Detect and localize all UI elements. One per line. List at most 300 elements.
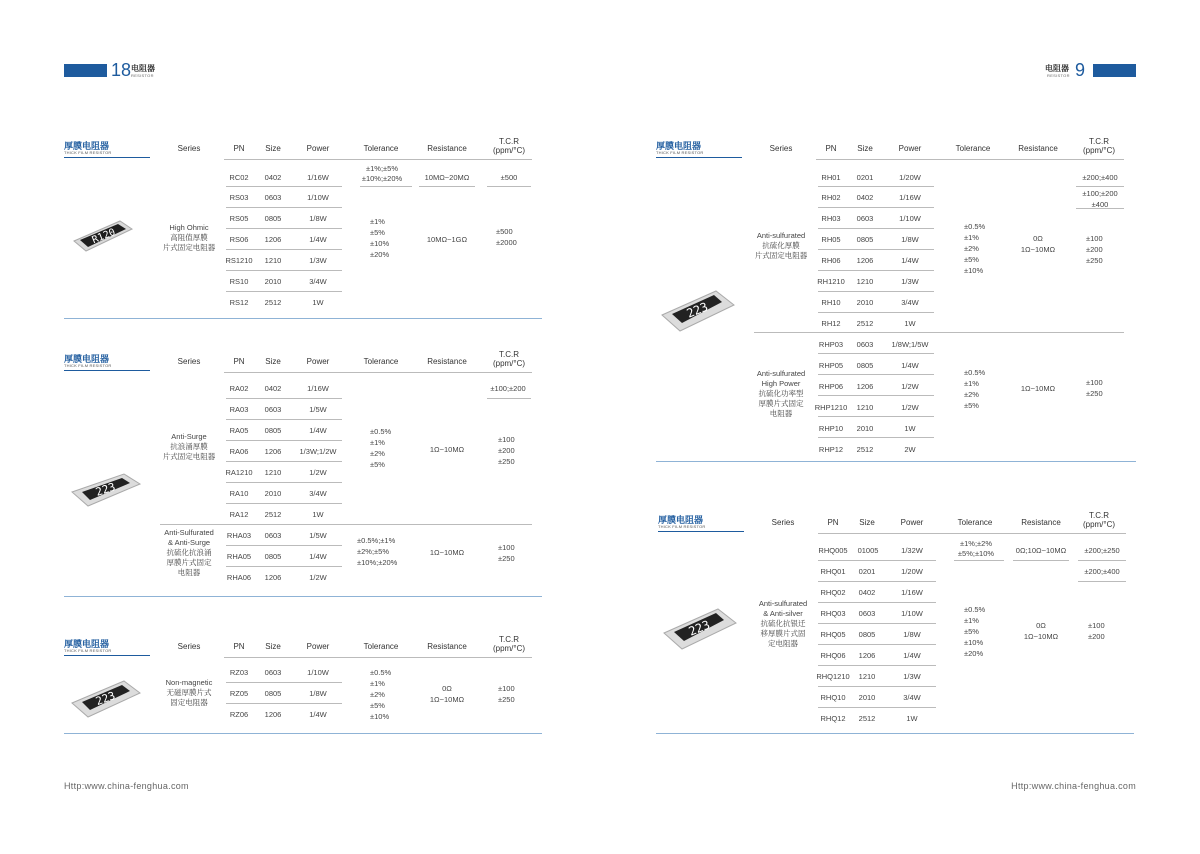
tcr-line: ±250 bbox=[1086, 389, 1103, 398]
pn-cell: RZ06 bbox=[229, 710, 249, 719]
group-rule bbox=[487, 398, 531, 399]
series-line: & Anti-Surge bbox=[167, 538, 211, 547]
series-name bbox=[156, 528, 222, 578]
tolerance-line: ±1% bbox=[964, 379, 979, 388]
series-line: 电阻器 bbox=[177, 568, 201, 577]
size-cell: 2010 bbox=[264, 277, 282, 286]
power-cell: 1/8W;1/5W bbox=[891, 340, 929, 349]
tcr-label: T.C.R bbox=[499, 137, 519, 146]
size-cell: 0201 bbox=[856, 173, 874, 182]
right-footer-url[interactable]: Http:www.china-fenghua.com bbox=[1011, 781, 1136, 791]
tolerance-line: ±1% bbox=[964, 233, 979, 242]
pn-cell: RS03 bbox=[229, 193, 249, 202]
size-cell: 0805 bbox=[264, 689, 282, 698]
power-cell: 1/3W;1/2W bbox=[299, 447, 337, 456]
tcr-value bbox=[498, 683, 515, 705]
pn-cell: RHP06 bbox=[818, 382, 844, 391]
section-underline bbox=[64, 157, 150, 158]
size-cell: 0201 bbox=[858, 567, 876, 576]
resistance-value: 1Ω~10MΩ bbox=[429, 548, 465, 557]
tolerance-line: ±0.5%;±1% bbox=[357, 536, 396, 545]
group-rule bbox=[1013, 560, 1069, 561]
pn-cell: RH1210 bbox=[817, 277, 845, 286]
tolerance-value bbox=[370, 216, 389, 260]
tolerance-line: ±1%;±5% bbox=[366, 164, 398, 173]
pn-cell: RH01 bbox=[821, 173, 841, 182]
left-page-subtitle: RESISTOR bbox=[131, 73, 154, 78]
tcr-label: T.C.R bbox=[1089, 511, 1109, 520]
row-rule bbox=[818, 644, 936, 645]
tolerance-line: ±1% bbox=[370, 438, 385, 447]
tolerance-value bbox=[357, 535, 397, 568]
tcr-line: ±100 bbox=[1086, 378, 1103, 387]
power-cell: 3/4W bbox=[903, 693, 921, 702]
row-rule bbox=[818, 374, 934, 375]
pn-cell: RHQ02 bbox=[820, 588, 846, 597]
pn-cell: RS05 bbox=[229, 214, 249, 223]
tcr-unit: (ppm/°C) bbox=[492, 644, 526, 653]
col-tolerance: Tolerance bbox=[363, 357, 399, 366]
row-rule bbox=[818, 707, 936, 708]
size-cell: 0805 bbox=[264, 426, 282, 435]
row-rule bbox=[818, 312, 934, 313]
tcr-value bbox=[1070, 188, 1130, 210]
col-resistance: Resistance bbox=[1018, 144, 1058, 153]
series-name bbox=[158, 678, 220, 708]
section-title: 厚膜电阻器 bbox=[64, 141, 110, 151]
row-rule bbox=[226, 503, 342, 504]
group-rule bbox=[419, 186, 475, 187]
resistance-value bbox=[416, 683, 478, 705]
pn-cell: RHQ1210 bbox=[816, 672, 850, 681]
tcr-unit: (ppm/°C) bbox=[1082, 520, 1116, 529]
col-tcr bbox=[1074, 137, 1124, 155]
col-size: Size bbox=[265, 144, 281, 153]
section-subtitle: THICK FILM RESISTOR bbox=[64, 648, 112, 653]
pn-cell: RHP1210 bbox=[814, 403, 848, 412]
size-cell: 01005 bbox=[857, 546, 879, 555]
power-cell: 1/4W bbox=[309, 235, 327, 244]
size-cell: 1206 bbox=[856, 256, 874, 265]
tcr-value bbox=[1086, 377, 1103, 399]
row-rule bbox=[818, 581, 936, 582]
power-cell: 1/10W bbox=[899, 214, 921, 223]
tolerance-line: ±10%;±20% bbox=[357, 558, 398, 567]
series-line: 片式固定电阻器 bbox=[754, 251, 808, 260]
size-cell: 0805 bbox=[264, 214, 282, 223]
resistance-line: 1Ω~10MΩ bbox=[1023, 632, 1059, 641]
pn-cell: RHA06 bbox=[226, 573, 252, 582]
col-power: Power bbox=[898, 144, 922, 153]
row-rule bbox=[818, 270, 934, 271]
tolerance-line: ±5% bbox=[964, 401, 979, 410]
size-cell: 0603 bbox=[856, 214, 874, 223]
row-rule bbox=[754, 332, 1124, 333]
chip-marking: 223 bbox=[686, 617, 712, 639]
series-name bbox=[158, 432, 220, 462]
row-rule bbox=[226, 207, 342, 208]
col-resistance: Resistance bbox=[427, 642, 467, 651]
tcr-line: ±100 bbox=[498, 684, 515, 693]
series-line: 抗浪涌厚膜 bbox=[170, 442, 208, 451]
col-tolerance: Tolerance bbox=[955, 144, 991, 153]
tcr-line: ±250 bbox=[498, 554, 515, 563]
series-line: Non-magnetic bbox=[165, 678, 213, 687]
tolerance-line: ±0.5% bbox=[964, 368, 986, 377]
row-rule bbox=[160, 524, 532, 525]
col-series: Series bbox=[177, 144, 201, 153]
tcr-line: ±100 bbox=[498, 543, 515, 552]
tolerance-line: ±5% bbox=[370, 228, 385, 237]
col-pn: PN bbox=[827, 518, 839, 527]
col-power: Power bbox=[306, 357, 330, 366]
resistor-chip-image bbox=[68, 466, 142, 510]
col-pn: PN bbox=[825, 144, 837, 153]
col-power: Power bbox=[306, 642, 330, 651]
resistance-value: 1Ω~10MΩ bbox=[1020, 384, 1056, 393]
tolerance-line: ±5% bbox=[964, 255, 979, 264]
size-cell: 2512 bbox=[858, 714, 876, 723]
pn-cell: RZ03 bbox=[229, 668, 249, 677]
pn-cell: RS06 bbox=[229, 235, 249, 244]
power-cell: 1/4W bbox=[309, 552, 327, 561]
power-cell: 1W bbox=[312, 510, 324, 519]
row-rule bbox=[818, 623, 936, 624]
series-line: & Anti-silver bbox=[763, 609, 803, 618]
right-page-bar bbox=[1093, 64, 1136, 77]
col-pn: PN bbox=[233, 357, 245, 366]
series-line: 抗硫化抗浪涌 bbox=[166, 548, 212, 557]
chip-marking: 223 bbox=[94, 480, 117, 499]
section-bottom-rule bbox=[656, 733, 1134, 734]
tolerance-line: ±10% bbox=[964, 266, 984, 275]
series-name bbox=[160, 223, 218, 253]
section-underline bbox=[658, 531, 744, 532]
row-rule bbox=[818, 416, 934, 417]
pn-cell: RHP10 bbox=[818, 424, 844, 433]
tcr-unit: (ppm/°C) bbox=[492, 359, 526, 368]
power-cell: 1/10W bbox=[307, 193, 329, 202]
row-rule bbox=[818, 353, 934, 354]
series-line: 厚膜片式固定 bbox=[166, 558, 212, 567]
tcr-value bbox=[498, 542, 515, 564]
size-cell: 1206 bbox=[264, 710, 282, 719]
power-cell: 1/5W bbox=[309, 405, 327, 414]
row-rule bbox=[818, 686, 936, 687]
power-cell: 1/20W bbox=[899, 173, 921, 182]
series-line: 片式固定电阻器 bbox=[162, 243, 216, 252]
tcr-value bbox=[498, 434, 515, 467]
series-line: 抗硫化厚膜 bbox=[762, 241, 800, 250]
size-cell: 0402 bbox=[858, 588, 876, 597]
resistance-value: 0Ω;10Ω~10MΩ bbox=[1015, 546, 1067, 555]
tolerance-line: ±0.5% bbox=[370, 668, 392, 677]
tcr-label: T.C.R bbox=[1089, 137, 1109, 146]
group-rule bbox=[954, 560, 1004, 561]
pn-cell: RA1210 bbox=[225, 468, 253, 477]
group-rule bbox=[1078, 581, 1126, 582]
size-cell: 2512 bbox=[856, 319, 874, 328]
col-resistance: Resistance bbox=[427, 144, 467, 153]
row-rule bbox=[226, 270, 342, 271]
tcr-line: ±250 bbox=[498, 695, 515, 704]
section-title: 厚膜电阻器 bbox=[64, 354, 110, 364]
tcr-value: ±100;±200 bbox=[490, 384, 526, 393]
pn-cell: RA05 bbox=[229, 426, 249, 435]
power-cell: 1/16W bbox=[307, 173, 329, 182]
size-cell: 2512 bbox=[264, 510, 282, 519]
section-subtitle: THICK FILM RESISTOR bbox=[64, 363, 112, 368]
tcr-line: ±400 bbox=[1091, 200, 1109, 209]
series-line: 厚膜片式固定 bbox=[758, 399, 804, 408]
row-rule bbox=[226, 398, 342, 399]
pn-cell: RH05 bbox=[821, 235, 841, 244]
power-cell: 1W bbox=[312, 298, 324, 307]
col-tolerance: Tolerance bbox=[957, 518, 993, 527]
tolerance-line: ±10%;±20% bbox=[361, 174, 403, 183]
left-page-title: 电阻器 bbox=[131, 64, 155, 73]
series-line: Anti-sulfurated bbox=[756, 231, 806, 240]
tolerance-line: ±20% bbox=[964, 649, 984, 658]
tolerance-value bbox=[370, 667, 391, 722]
power-cell: 1/8W bbox=[309, 689, 327, 698]
pn-cell: RHQ10 bbox=[820, 693, 846, 702]
power-cell: 3/4W bbox=[309, 489, 327, 498]
size-cell: 0603 bbox=[264, 405, 282, 414]
group-rule bbox=[487, 186, 531, 187]
row-rule bbox=[818, 207, 934, 208]
series-line: Anti-Sulfurated bbox=[164, 528, 214, 537]
row-rule bbox=[226, 186, 342, 187]
row-rule bbox=[818, 186, 934, 187]
size-cell: 0402 bbox=[264, 173, 282, 182]
row-rule bbox=[226, 419, 342, 420]
pn-cell: RHA05 bbox=[226, 552, 252, 561]
resistance-line: 1Ω~10MΩ bbox=[1020, 245, 1056, 254]
header-rule bbox=[224, 657, 532, 658]
resistance-value: 10MΩ~1GΩ bbox=[426, 235, 468, 244]
header-rule bbox=[816, 159, 1124, 160]
row-rule bbox=[818, 395, 934, 396]
series-line: 移厚膜片式固 bbox=[760, 629, 806, 638]
size-cell: 2512 bbox=[264, 298, 282, 307]
size-cell: 0603 bbox=[264, 531, 282, 540]
tolerance-line: ±2%;±5% bbox=[357, 547, 389, 556]
section-bottom-rule bbox=[64, 318, 542, 319]
col-tcr bbox=[484, 137, 534, 155]
group-rule bbox=[360, 186, 412, 187]
tcr-line: ±500 bbox=[496, 227, 513, 236]
section-high-ohmic bbox=[64, 139, 542, 321]
size-cell: 0805 bbox=[264, 552, 282, 561]
pn-cell: RHP12 bbox=[818, 445, 844, 454]
chip-marking: 223 bbox=[93, 689, 118, 709]
power-cell: 1/8W bbox=[309, 214, 327, 223]
size-cell: 1206 bbox=[264, 235, 282, 244]
header-rule bbox=[818, 533, 1126, 534]
section-subtitle: THICK FILM RESISTOR bbox=[656, 150, 704, 155]
size-cell: 2010 bbox=[856, 298, 874, 307]
series-line: 抗硫化抗银迁 bbox=[760, 619, 806, 628]
power-cell: 1/3W bbox=[309, 256, 327, 265]
tolerance-value bbox=[964, 604, 985, 659]
section-bottom-rule bbox=[64, 596, 542, 597]
section-underline bbox=[64, 655, 150, 656]
tolerance-line: ±2% bbox=[370, 690, 385, 699]
size-cell: 1210 bbox=[856, 403, 874, 412]
tolerance-line: ±5% bbox=[370, 460, 385, 469]
size-cell: 1210 bbox=[264, 256, 282, 265]
power-cell: 1/4W bbox=[901, 361, 919, 370]
power-cell: 1/8W bbox=[903, 630, 921, 639]
tolerance-value bbox=[354, 164, 410, 184]
row-rule bbox=[818, 602, 936, 603]
power-cell: 1W bbox=[904, 424, 916, 433]
series-line: High Power bbox=[761, 379, 801, 388]
tcr-value: ±200;±400 bbox=[1084, 567, 1120, 576]
pn-cell: RH12 bbox=[821, 319, 841, 328]
size-cell: 1206 bbox=[264, 573, 282, 582]
pn-cell: RHQ05 bbox=[820, 630, 846, 639]
section-subtitle: THICK FILM RESISTOR bbox=[658, 524, 706, 529]
power-cell: 1/2W bbox=[309, 573, 327, 582]
pn-cell: RS10 bbox=[229, 277, 249, 286]
col-pn: PN bbox=[233, 642, 245, 651]
tolerance-line: ±20% bbox=[370, 250, 390, 259]
tolerance-value bbox=[948, 539, 1004, 559]
size-cell: 2010 bbox=[264, 489, 282, 498]
col-pn: PN bbox=[233, 144, 245, 153]
power-cell: 1/10W bbox=[307, 668, 329, 677]
group-rule bbox=[1078, 560, 1126, 561]
tcr-line: ±100 bbox=[498, 435, 515, 444]
pn-cell: RA06 bbox=[229, 447, 249, 456]
tolerance-line: ±1% bbox=[370, 217, 385, 226]
tolerance-line: ±2% bbox=[964, 390, 979, 399]
col-size: Size bbox=[859, 518, 875, 527]
row-rule bbox=[818, 665, 936, 666]
resistance-value: 1Ω~10MΩ bbox=[429, 445, 465, 454]
pn-cell: RS1210 bbox=[225, 256, 253, 265]
col-tolerance: Tolerance bbox=[363, 144, 399, 153]
col-series: Series bbox=[769, 144, 793, 153]
power-cell: 1/16W bbox=[901, 588, 923, 597]
resistance-value bbox=[1010, 620, 1072, 642]
power-cell: 3/4W bbox=[309, 277, 327, 286]
pn-cell: RHQ12 bbox=[820, 714, 846, 723]
pn-cell: RA02 bbox=[229, 384, 249, 393]
tolerance-line: ±10% bbox=[370, 239, 390, 248]
pn-cell: RH02 bbox=[821, 193, 841, 202]
tolerance-line: ±5% bbox=[964, 627, 979, 636]
header-rule bbox=[224, 372, 532, 373]
left-page-number: 18 bbox=[111, 60, 132, 80]
tcr-label: T.C.R bbox=[499, 635, 519, 644]
tolerance-value bbox=[370, 426, 391, 470]
tcr-line: ±2000 bbox=[496, 238, 517, 247]
tolerance-line: ±5%;±10% bbox=[957, 549, 995, 558]
power-cell: 1/3W bbox=[903, 672, 921, 681]
power-cell: 1/8W bbox=[901, 235, 919, 244]
size-cell: 0805 bbox=[856, 235, 874, 244]
power-cell: 1/3W bbox=[901, 277, 919, 286]
tolerance-line: ±0.5% bbox=[964, 605, 986, 614]
tcr-value bbox=[496, 226, 517, 248]
tcr-value: ±200;±400 bbox=[1082, 173, 1118, 182]
tcr-value: ±500 bbox=[500, 173, 518, 182]
row-rule bbox=[226, 482, 342, 483]
power-cell: 1/16W bbox=[899, 193, 921, 202]
size-cell: 2010 bbox=[858, 693, 876, 702]
tcr-line: ±250 bbox=[498, 457, 515, 466]
size-cell: 0402 bbox=[264, 384, 282, 393]
resistance-value: 10MΩ~20MΩ bbox=[424, 173, 470, 182]
series-line: Anti-sulfurated bbox=[756, 369, 806, 378]
size-cell: 1206 bbox=[264, 447, 282, 456]
tcr-value bbox=[1086, 233, 1103, 266]
tcr-line: ±200 bbox=[498, 446, 515, 455]
size-cell: 2512 bbox=[856, 445, 874, 454]
size-cell: 2010 bbox=[856, 424, 874, 433]
row-rule bbox=[818, 291, 934, 292]
power-cell: 1/20W bbox=[901, 567, 923, 576]
col-tolerance: Tolerance bbox=[363, 642, 399, 651]
left-footer-url[interactable]: Http:www.china-fenghua.com bbox=[64, 781, 189, 791]
tolerance-line: ±1% bbox=[964, 616, 979, 625]
size-cell: 1206 bbox=[858, 651, 876, 660]
size-cell: 0402 bbox=[856, 193, 874, 202]
section-underline bbox=[64, 370, 150, 371]
resistor-chip-image bbox=[660, 601, 738, 653]
tcr-line: ±250 bbox=[1086, 256, 1103, 265]
resistance-line: 0Ω bbox=[1036, 621, 1046, 630]
pn-cell: RHQ01 bbox=[820, 567, 846, 576]
section-title: 厚膜电阻器 bbox=[656, 141, 702, 151]
col-size: Size bbox=[265, 357, 281, 366]
col-series: Series bbox=[177, 357, 201, 366]
row-rule bbox=[818, 249, 934, 250]
series-line: 高阻值厚膜 bbox=[170, 233, 208, 242]
pn-cell: RZ05 bbox=[229, 689, 249, 698]
power-cell: 1/4W bbox=[903, 651, 921, 660]
col-tcr bbox=[1074, 511, 1124, 529]
pn-cell: RHQ005 bbox=[818, 546, 848, 555]
size-cell: 1210 bbox=[858, 672, 876, 681]
resistance-value bbox=[1007, 233, 1069, 255]
row-rule bbox=[226, 545, 342, 546]
header-rule bbox=[224, 159, 532, 160]
tolerance-line: ±0.5% bbox=[370, 427, 392, 436]
tcr-line: ±100;±200 bbox=[1082, 189, 1118, 198]
power-cell: 3/4W bbox=[901, 298, 919, 307]
series-line: 无磁厚膜片式 bbox=[166, 688, 212, 697]
resistance-line: 1Ω~10MΩ bbox=[429, 695, 465, 704]
series-line: High Ohmic bbox=[169, 223, 209, 232]
size-cell: 0603 bbox=[264, 668, 282, 677]
pn-cell: RC02 bbox=[229, 173, 249, 182]
series-line: Anti-Surge bbox=[171, 432, 207, 441]
size-cell: 0603 bbox=[858, 609, 876, 618]
pn-cell: RH10 bbox=[821, 298, 841, 307]
row-rule bbox=[818, 437, 934, 438]
right-page-number: 9 bbox=[1075, 60, 1086, 80]
chip-marking: R120 bbox=[90, 226, 118, 247]
right-page-title: 电阻器 bbox=[1045, 64, 1069, 73]
series-name bbox=[748, 369, 814, 419]
pn-cell: RHA03 bbox=[226, 531, 252, 540]
section-subtitle: THICK FILM RESISTOR bbox=[64, 150, 112, 155]
power-cell: 1W bbox=[906, 714, 918, 723]
